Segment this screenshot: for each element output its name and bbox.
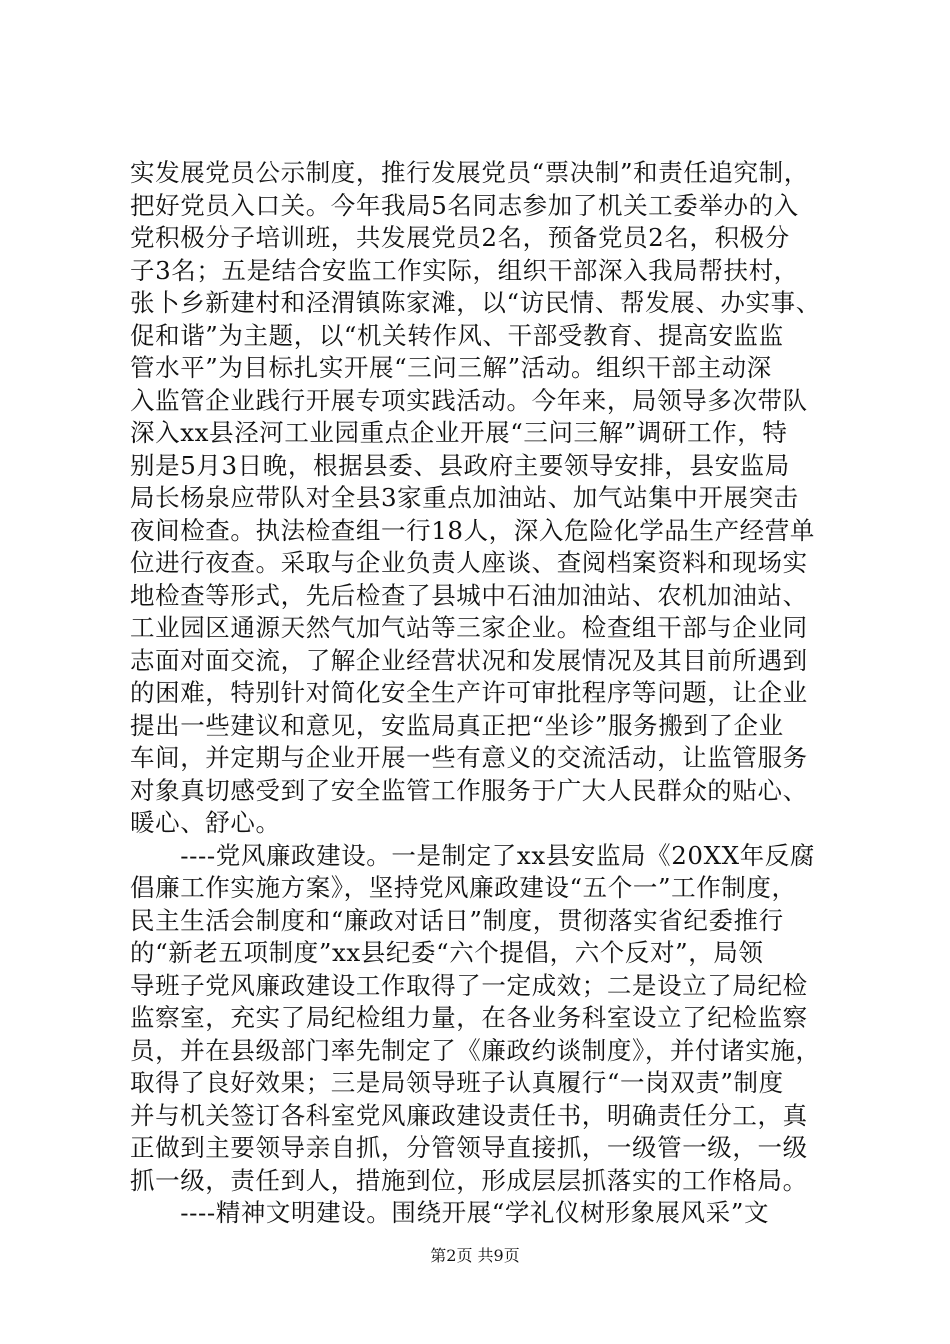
text-line: 并与机关签订各科室党风廉政建设责任书，明确责任分工，真 bbox=[130, 1100, 808, 1130]
text-line: 工业园区通源天然气加气站等三家企业。检查组干部与企业同 bbox=[130, 613, 808, 642]
text-line: 导班子党风廉政建设工作取得了一定成效；二是设立了局纪检 bbox=[130, 970, 808, 1000]
text-line: 局长杨泉应带队对全县3家重点加油站、加气站集中开展突击 bbox=[130, 483, 799, 512]
text-line: 民主生活会制度和“廉政对话日”制度，贯彻落实省纪委推行 bbox=[130, 905, 784, 935]
text-line: 别是5月3日晚，根据县委、县政府主要领导安排，县安监局 bbox=[130, 450, 790, 480]
text-line: 取得了良好效果；三是局领导班子认真履行“一岗双责”制度 bbox=[130, 1068, 784, 1097]
text-line: 的“新老五项制度”xx县纪委“六个提倡，六个反对”，局领 bbox=[130, 938, 764, 967]
text-line: 车间，并定期与企业开展一些有意义的交流活动，让监管服务 bbox=[130, 743, 808, 772]
text-line: 入监管企业践行开展专项实践活动。今年来，局领导多次带队 bbox=[130, 385, 808, 415]
text-line: 暖心、舒心。 bbox=[130, 808, 281, 837]
text-line: 位进行夜查。采取与企业负责人座谈、查阅档案资料和现场实 bbox=[130, 548, 808, 577]
text-line: 志面对面交流，了解企业经营状况和发展情况及其目前所遇到 bbox=[130, 645, 808, 675]
text-line: 提出一些建议和意见，安监局真正把“坐诊”服务搬到了企业 bbox=[130, 710, 784, 740]
text-line: 张卜乡新建村和泾渭镇陈家滩，以“访民情、帮发展、办实事、 bbox=[130, 288, 821, 317]
text-line: 夜间检查。执法检查组一行18人，深入危险化学品生产经营单 bbox=[130, 515, 815, 545]
text-line: 管水平”为目标扎实开展“三问三解”活动。组织干部主动深 bbox=[130, 353, 772, 382]
text-line: 抓一级，责任到人，措施到位，形成层层抓落实的工作格局。 bbox=[130, 1165, 808, 1195]
text-line: 的困难，特别针对简化安全生产许可审批程序等问题，让企业 bbox=[130, 678, 808, 707]
text-line: 正做到主要领导亲自抓，分管领导直接抓，一级管一级，一级 bbox=[130, 1133, 808, 1162]
text-line: ----党风廉政建设。一是制定了xx县安监局《20XX年反腐 bbox=[130, 840, 816, 870]
text-line: 倡廉工作实施方案》，坚持党风廉政建设“五个一”工作制度， bbox=[130, 873, 797, 902]
text-line: 员，并在县级部门率先制定了《廉政约谈制度》，并付诸实施， bbox=[130, 1035, 821, 1065]
text-line: 促和谐”为主题，以“机关转作风、干部受教育、提高安监监 bbox=[130, 320, 784, 350]
text-line: 对象真切感受到了安全监管工作服务于广大人民群众的贴心、 bbox=[130, 775, 808, 805]
text-line: 党积极分子培训班，共发展党员2名，预备党员2名，积极分 bbox=[130, 223, 790, 252]
text-line: 实发展党员公示制度，推行发展党员“票决制”和责任追究制， bbox=[130, 158, 809, 187]
text-line: ----精神文明建设。围绕开展“学礼仪树形象展风采”文 bbox=[130, 1198, 770, 1227]
text-line: 地检查等形式，先后检查了县城中石油加油站、农机加油站、 bbox=[130, 580, 808, 610]
text-line: 子3名；五是结合安监工作实际，组织干部深入我局帮扶村， bbox=[130, 255, 799, 285]
document-body bbox=[130, 157, 830, 1230]
page-footer: 第2页 共9页 bbox=[430, 1246, 520, 1265]
text-line: 深入xx县泾河工业园重点企业开展“三问三解”调研工作，特 bbox=[130, 418, 788, 447]
text-line: 监察室，充实了局纪检组力量，在各业务科室设立了纪检监察 bbox=[130, 1003, 808, 1032]
text-line: 把好党员入口关。今年我局5名同志参加了机关工委举办的入 bbox=[130, 190, 799, 220]
